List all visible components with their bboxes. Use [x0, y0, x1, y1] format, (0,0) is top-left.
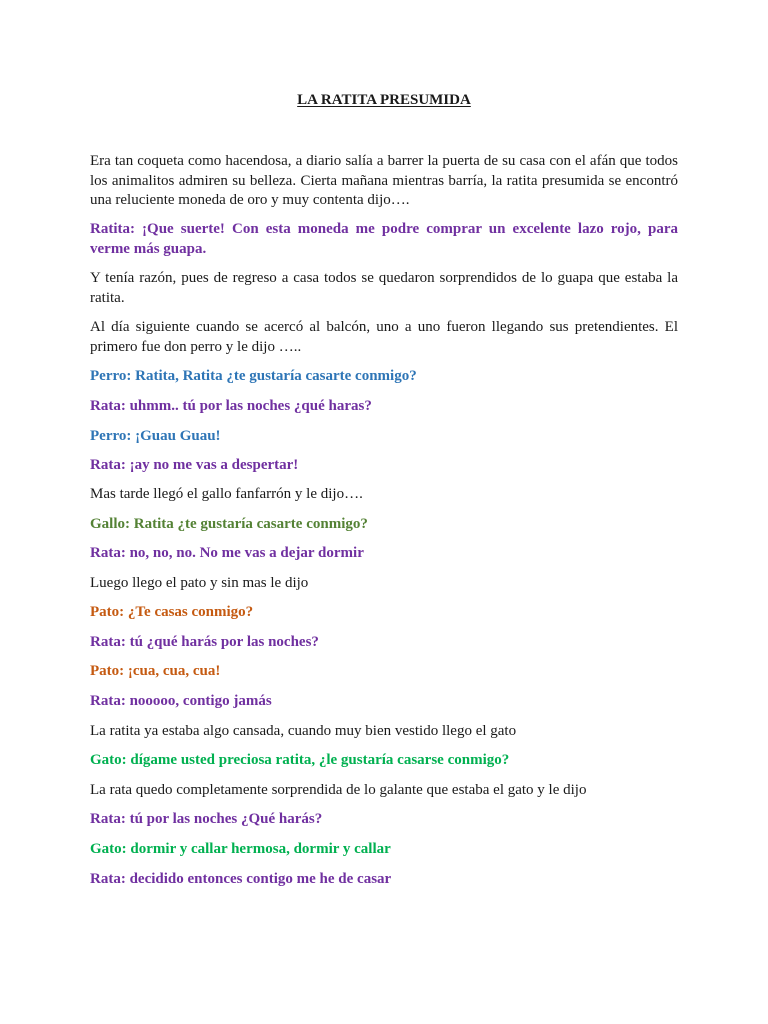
dialogue-line-ratita: Rata: no, no, no. No me vas a dejar dormir [90, 545, 364, 561]
dialogue-line-gallo: Gallo: Ratita ¿te gustaría casarte conmigo? [90, 516, 368, 532]
dialogue-line-ratita: Rata: uhmm.. tú por las noches ¿qué haras? [90, 398, 372, 414]
narration-paragraph: Luego llego el pato y sin mas le dijo [90, 575, 309, 591]
page-title: LA RATITA PRESUMIDA [297, 92, 471, 108]
dialogue-line-ratita: Rata: decidido entonces contigo me he de casar [90, 871, 392, 887]
dialogue-line-gato: Gato: dormir y callar hermosa, dormir y callar [90, 841, 391, 857]
narration-paragraph: Mas tarde llegó el gallo fanfarrón y le dijo…. [90, 486, 363, 502]
dialogue-line-pato: Pato: ¡cua, cua, cua! [90, 663, 221, 679]
dialogue-line-perro: Perro: ¡Guau Guau! [90, 428, 221, 444]
dialogue-line-pato: Pato: ¿Te casas conmigo? [90, 604, 254, 620]
dialogue-line-perro: Perro: Ratita, Ratita ¿te gustaría casarte conmigo? [90, 368, 417, 384]
narration-paragraph: Y tenía razón, pues de regreso a casa todos se quedaron sorprendidos de lo guapa que estaba la ratita. [90, 270, 678, 306]
dialogue-line-gato: Gato: dígame usted preciosa ratita, ¿le gustaría casarse conmigo? [90, 752, 510, 768]
narration-paragraph: Era tan coqueta como hacendosa, a diario salía a barrer la puerta de su casa con el afán que todos los animalitos admiren su belleza. Cierta mañana mientras barría, la ratita presumida se encontró una reluciente moneda de oro y muy contenta dijo…. [90, 153, 678, 208]
narration-paragraph: Al día siguiente cuando se acercó al balcón, uno a uno fueron llegando sus pretendientes. El primero fue don perro y le dijo ….. [90, 319, 678, 355]
dialogue-line-ratita: Ratita: ¡Que suerte! Con esta moneda me podre comprar un excelente lazo rojo, para verme más guapa. [90, 221, 678, 257]
dialogue-line-ratita: Rata: ¡ay no me vas a despertar! [90, 457, 299, 473]
narration-paragraph: La rata quedo completamente sorprendida de lo galante que estaba el gato y le dijo [90, 782, 587, 798]
narration-paragraph: La ratita ya estaba algo cansada, cuando muy bien vestido llego el gato [90, 723, 517, 739]
dialogue-line-ratita: Rata: tú por las noches ¿Qué harás? [90, 811, 323, 827]
dialogue-line-ratita: Rata: tú ¿qué harás por las noches? [90, 634, 319, 650]
dialogue-line-ratita: Rata: nooooo, contigo jamás [90, 693, 272, 709]
